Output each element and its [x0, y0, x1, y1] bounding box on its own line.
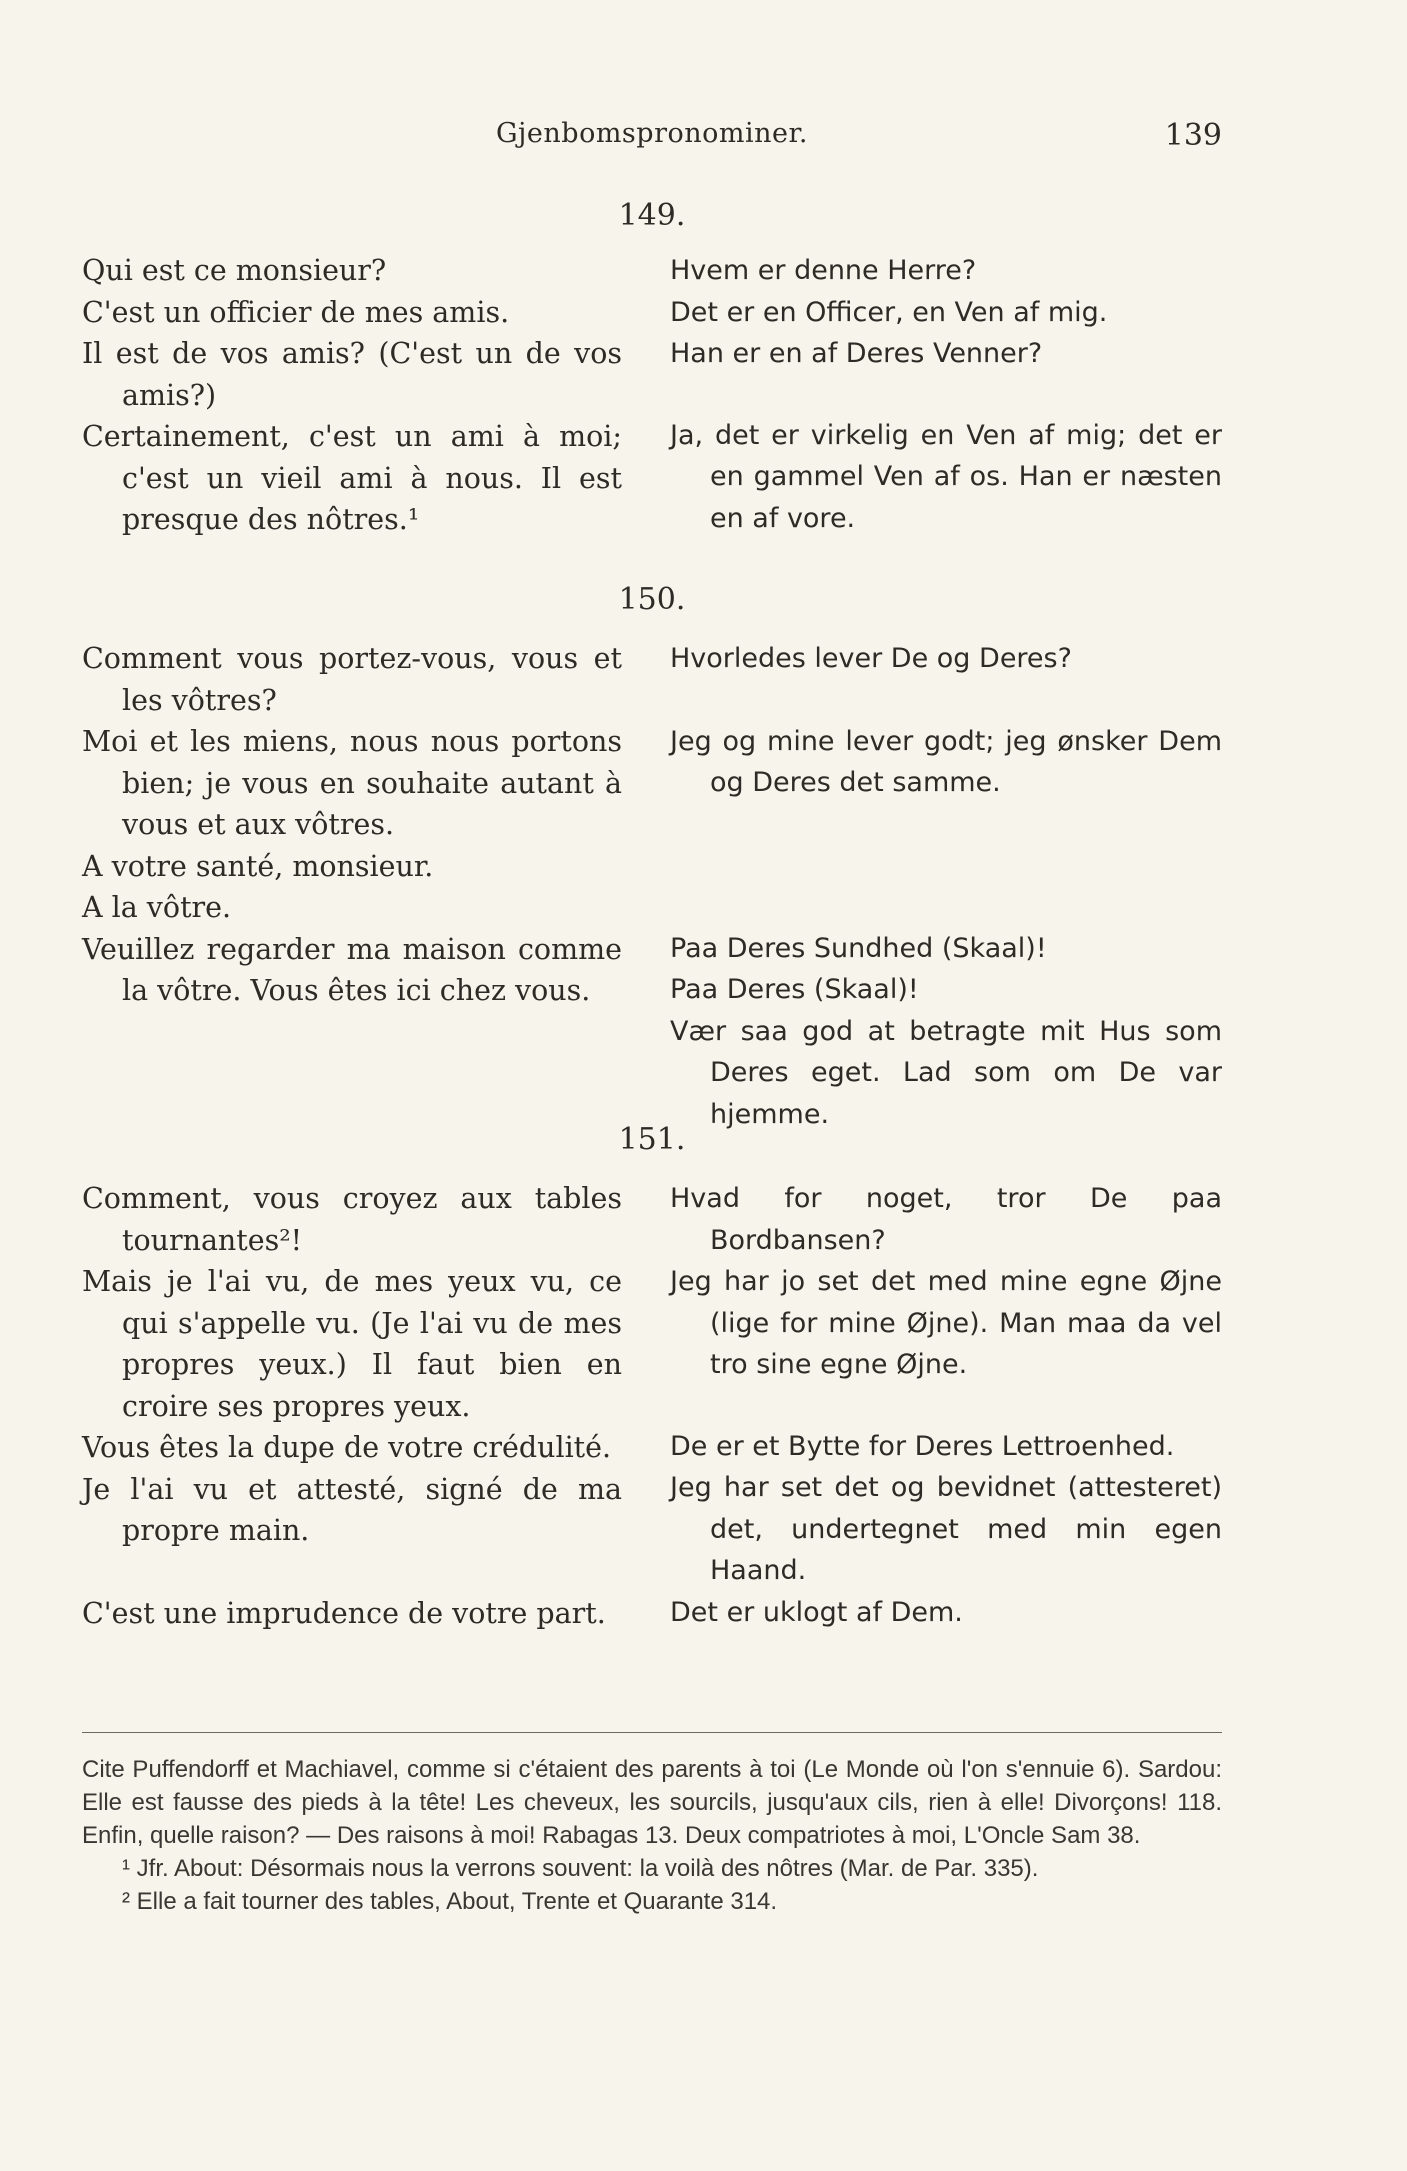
danish-column-149 [670, 250, 1222, 539]
danish-column-151 [670, 1178, 1222, 1633]
danish-line: Det er uklogt af Dem. [670, 1596, 963, 1628]
running-title: Gjenbomspronominer. [495, 118, 809, 149]
danish-line: Paa Deres Sundhed (Skaal)! [670, 932, 1047, 964]
footnote-continued: Cite Puffendorff et Machiavel, comme si c'étaient des parents à toi (Le Monde où l'on s'ennuie 6). Sardou: Elle est fausse des pieds à la tête! Les cheveux, les sourcils, jusqu'aux cils, rien à elle! Divorçons! 118. Enfin, quelle raison? — Des raisons à moi! Rabagas 13. Deux compatriotes à moi, L'Oncle Sam 38. [82, 1756, 1222, 1849]
danish-line: Vær saa god at betragte mit Hus som Deres eget. Lad som om De var hjemme. [670, 1015, 1222, 1130]
french-line: C'est un officier de mes amis. [82, 295, 510, 329]
footnotes [82, 1753, 1222, 1918]
french-line: Qui est ce monsieur? [82, 254, 387, 287]
french-line: A la vôtre. [82, 891, 232, 924]
section-number-151: 151. [618, 1122, 686, 1157]
running-header [82, 118, 1222, 158]
danish-line: Jeg har jo set det med mine egne Øjne (lige for mine Øjne). Man maa da vel tro sine egne Øjne. [670, 1266, 1222, 1380]
danish-line: Det er en Officer, en Ven af mig. [670, 296, 1108, 328]
danish-line: De er et Bytte for Deres Lettroenhed. [670, 1430, 1175, 1462]
french-line: Comment vous portez-vous, vous et les vôtres? [82, 642, 622, 717]
danish-line: Jeg og mine lever godt; jeg ønsker Dem og Deres det samme. [670, 725, 1222, 798]
french-line: A votre santé, monsieur. [82, 849, 434, 883]
french-line: Certainement, c'est un ami à moi; c'est un vieil ami à nous. Il est presque des nôtres.¹ [82, 420, 622, 536]
danish-line: Ja, det er virkelig en Ven af mig; det er en gammel Ven af os. Han er næsten en af vore. [670, 419, 1222, 534]
section-number-149: 149. [618, 198, 686, 233]
danish-line: Hvad for noget, tror De paa Bordbansen? [670, 1183, 1222, 1256]
french-column-151 [82, 1178, 622, 1634]
french-column-149 [82, 250, 622, 541]
french-line: Veuillez regarder ma maison comme la vôtre. Vous êtes ici chez vous. [82, 932, 622, 1007]
french-line: Comment, vous croyez aux tables tournantes²! [82, 1182, 622, 1257]
danish-line: Hvem er denne Herre? [670, 255, 977, 286]
french-line: Il est de vos amis? (C'est un de vos amis?) [82, 337, 622, 412]
page-number: 139 [1164, 118, 1222, 153]
french-line: Mais je l'ai vu, de mes yeux vu, ce qui s'appelle vu. (Je l'ai vu de mes propres yeux.) Il faut bien en croire ses propres yeux. [82, 1265, 622, 1423]
danish-line: Han er en af Deres Venner? [670, 338, 1043, 369]
footnote-2: ² Elle a fait tourner des tables, About, Trente et Quarante 314. [122, 1888, 778, 1915]
section-number-150: 150. [618, 582, 686, 617]
danish-column-150 [670, 638, 1222, 1135]
french-line: C'est une imprudence de votre part. [82, 1596, 606, 1630]
french-line: Je l'ai vu et attesté, signé de ma propre main. [82, 1472, 622, 1547]
french-column-150 [82, 638, 622, 1012]
danish-line: Hvorledes lever De og Deres? [670, 643, 1072, 674]
footnote-1: ¹ Jfr. About: Désormais nous la verrons souvent: la voilà des nôtres (Mar. de Par. 335). [122, 1855, 1039, 1882]
danish-line: Jeg har set det og bevidnet (attesteret) det, undertegnet med min egen Haand. [670, 1472, 1222, 1586]
danish-line: Paa Deres (Skaal)! [670, 974, 919, 1005]
footnote-rule [82, 1732, 1222, 1733]
french-line: Moi et les miens, nous nous portons bien; je vous en souhaite autant à vous et aux vôtres. [82, 725, 622, 841]
french-line: Vous êtes la dupe de votre crédulité. [82, 1431, 612, 1464]
